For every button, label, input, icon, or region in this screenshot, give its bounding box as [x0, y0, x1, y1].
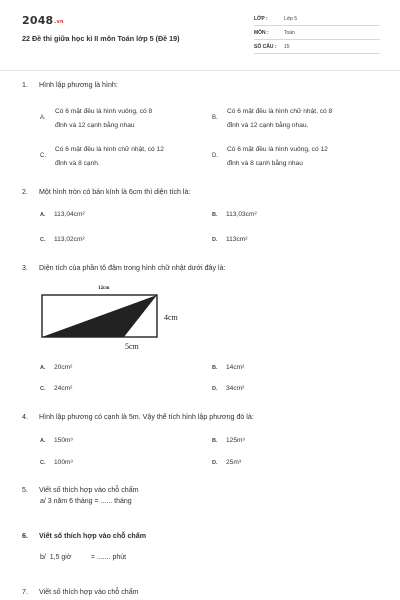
option-label: B.: [212, 365, 218, 371]
document-title: 22 Đề thi giữa học kì II môn Toán lớp 5 (Đề 19): [22, 34, 180, 43]
option-label: C.: [40, 460, 46, 466]
question-number: 6.: [22, 532, 28, 540]
question-number: 7.: [22, 588, 28, 596]
option-text: 20cm²: [54, 364, 73, 371]
meta-value: Lớp 5: [284, 16, 298, 22]
meta-label: MÔN :: [254, 30, 269, 36]
option-text: 25m³: [226, 459, 242, 466]
q6-fill-line[interactable]: b/ 1,5 giờ = ....... phút: [40, 554, 127, 561]
option-text: 113cm²: [226, 236, 248, 243]
question-text: Viết số thích hợp vào chỗ chấm: [39, 486, 139, 494]
option-label: A.: [40, 212, 46, 218]
question-text: Viết số thích hợp vào chỗ chấm: [39, 588, 139, 596]
option-text: 100m³: [54, 459, 73, 466]
option-label: D.: [212, 460, 218, 466]
option-text-line: đỉnh và 8 cạnh bằng nhau: [227, 160, 303, 167]
document-header: [0, 0, 400, 68]
option-label: D.: [212, 386, 218, 392]
rectangle-figure: [40, 283, 210, 355]
question-number: 3.: [22, 264, 28, 272]
q5-fill-line[interactable]: a/ 3 năm 6 tháng = ...... tháng: [40, 498, 132, 505]
option-label: C.: [40, 386, 46, 392]
option-label: B.: [212, 212, 218, 218]
option-text: 113,02cm²: [54, 236, 85, 243]
option-text-line: Có 6 mặt đều là hình vuông, có 8: [55, 108, 153, 115]
option-label: B.: [212, 438, 218, 444]
site-logo[interactable]: 2048.vn: [22, 14, 64, 27]
question-text: Viết số thích hợp vào chỗ chấm: [39, 532, 147, 540]
option-text-line: đỉnh và 12 cạnh bằng nhau.: [227, 122, 309, 129]
header-divider: [0, 70, 400, 71]
option-text: 125m³: [226, 437, 245, 444]
option-text-line: đỉnh và 8 cạnh.: [55, 160, 100, 167]
meta-value: Toán: [284, 30, 295, 36]
question-text: Hình lập phương có cạnh là 5m. Vậy thể tích hình lập phương đó là:: [39, 413, 254, 421]
option-text: 150m³: [54, 437, 73, 444]
meta-class: [254, 13, 380, 26]
option-label: A.: [40, 438, 46, 444]
question-number: 2.: [22, 188, 28, 196]
question-text: Diện tích của phần tô đậm trong hình chữ nhật dưới đây là:: [39, 264, 226, 272]
question-number: 4.: [22, 413, 28, 421]
option-text: 24cm²: [54, 385, 73, 392]
figure-bottom-label: 5cm: [125, 342, 139, 351]
question-number: 5.: [22, 486, 28, 494]
option-label: B.: [212, 115, 218, 121]
meta-subject: [254, 27, 380, 40]
option-text-line: Có 6 mặt đều là hình chữ nhật, có 8: [227, 108, 333, 115]
option-label: D.: [212, 153, 218, 159]
option-label: A.: [40, 365, 46, 371]
meta-label: SỐ CÂU :: [254, 44, 277, 50]
option-label: C.: [40, 237, 46, 243]
option-text: 113,04cm²: [54, 211, 85, 218]
meta-value: 15: [284, 44, 290, 50]
option-text-line: đỉnh và 12 cạnh bằng nhau: [55, 122, 135, 129]
question-number: 1.: [22, 81, 28, 89]
option-text: 14cm²: [226, 364, 245, 371]
question-text: Một hình tròn có bán kính là 6cm thì diện tích là:: [39, 188, 191, 196]
option-label: C.: [40, 153, 46, 159]
option-label: D.: [212, 237, 218, 243]
figure-right-label: 4cm: [164, 313, 178, 322]
figure-top-label: 12cm: [98, 286, 110, 291]
option-text-line: Có 6 mặt đều là hình chữ nhật, có 12: [55, 146, 164, 153]
option-label: A.: [40, 115, 46, 121]
option-text-line: Có 6 mặt đều là hình vuông, có 12: [227, 146, 328, 153]
meta-question-count: [254, 41, 380, 54]
option-text: 113,03cm²: [226, 211, 257, 218]
meta-label: LỚP :: [254, 16, 268, 22]
question-text: Hình lập phương là hình:: [39, 81, 118, 89]
option-text: 34cm²: [226, 385, 245, 392]
figure-shaded-triangle: [42, 295, 157, 337]
